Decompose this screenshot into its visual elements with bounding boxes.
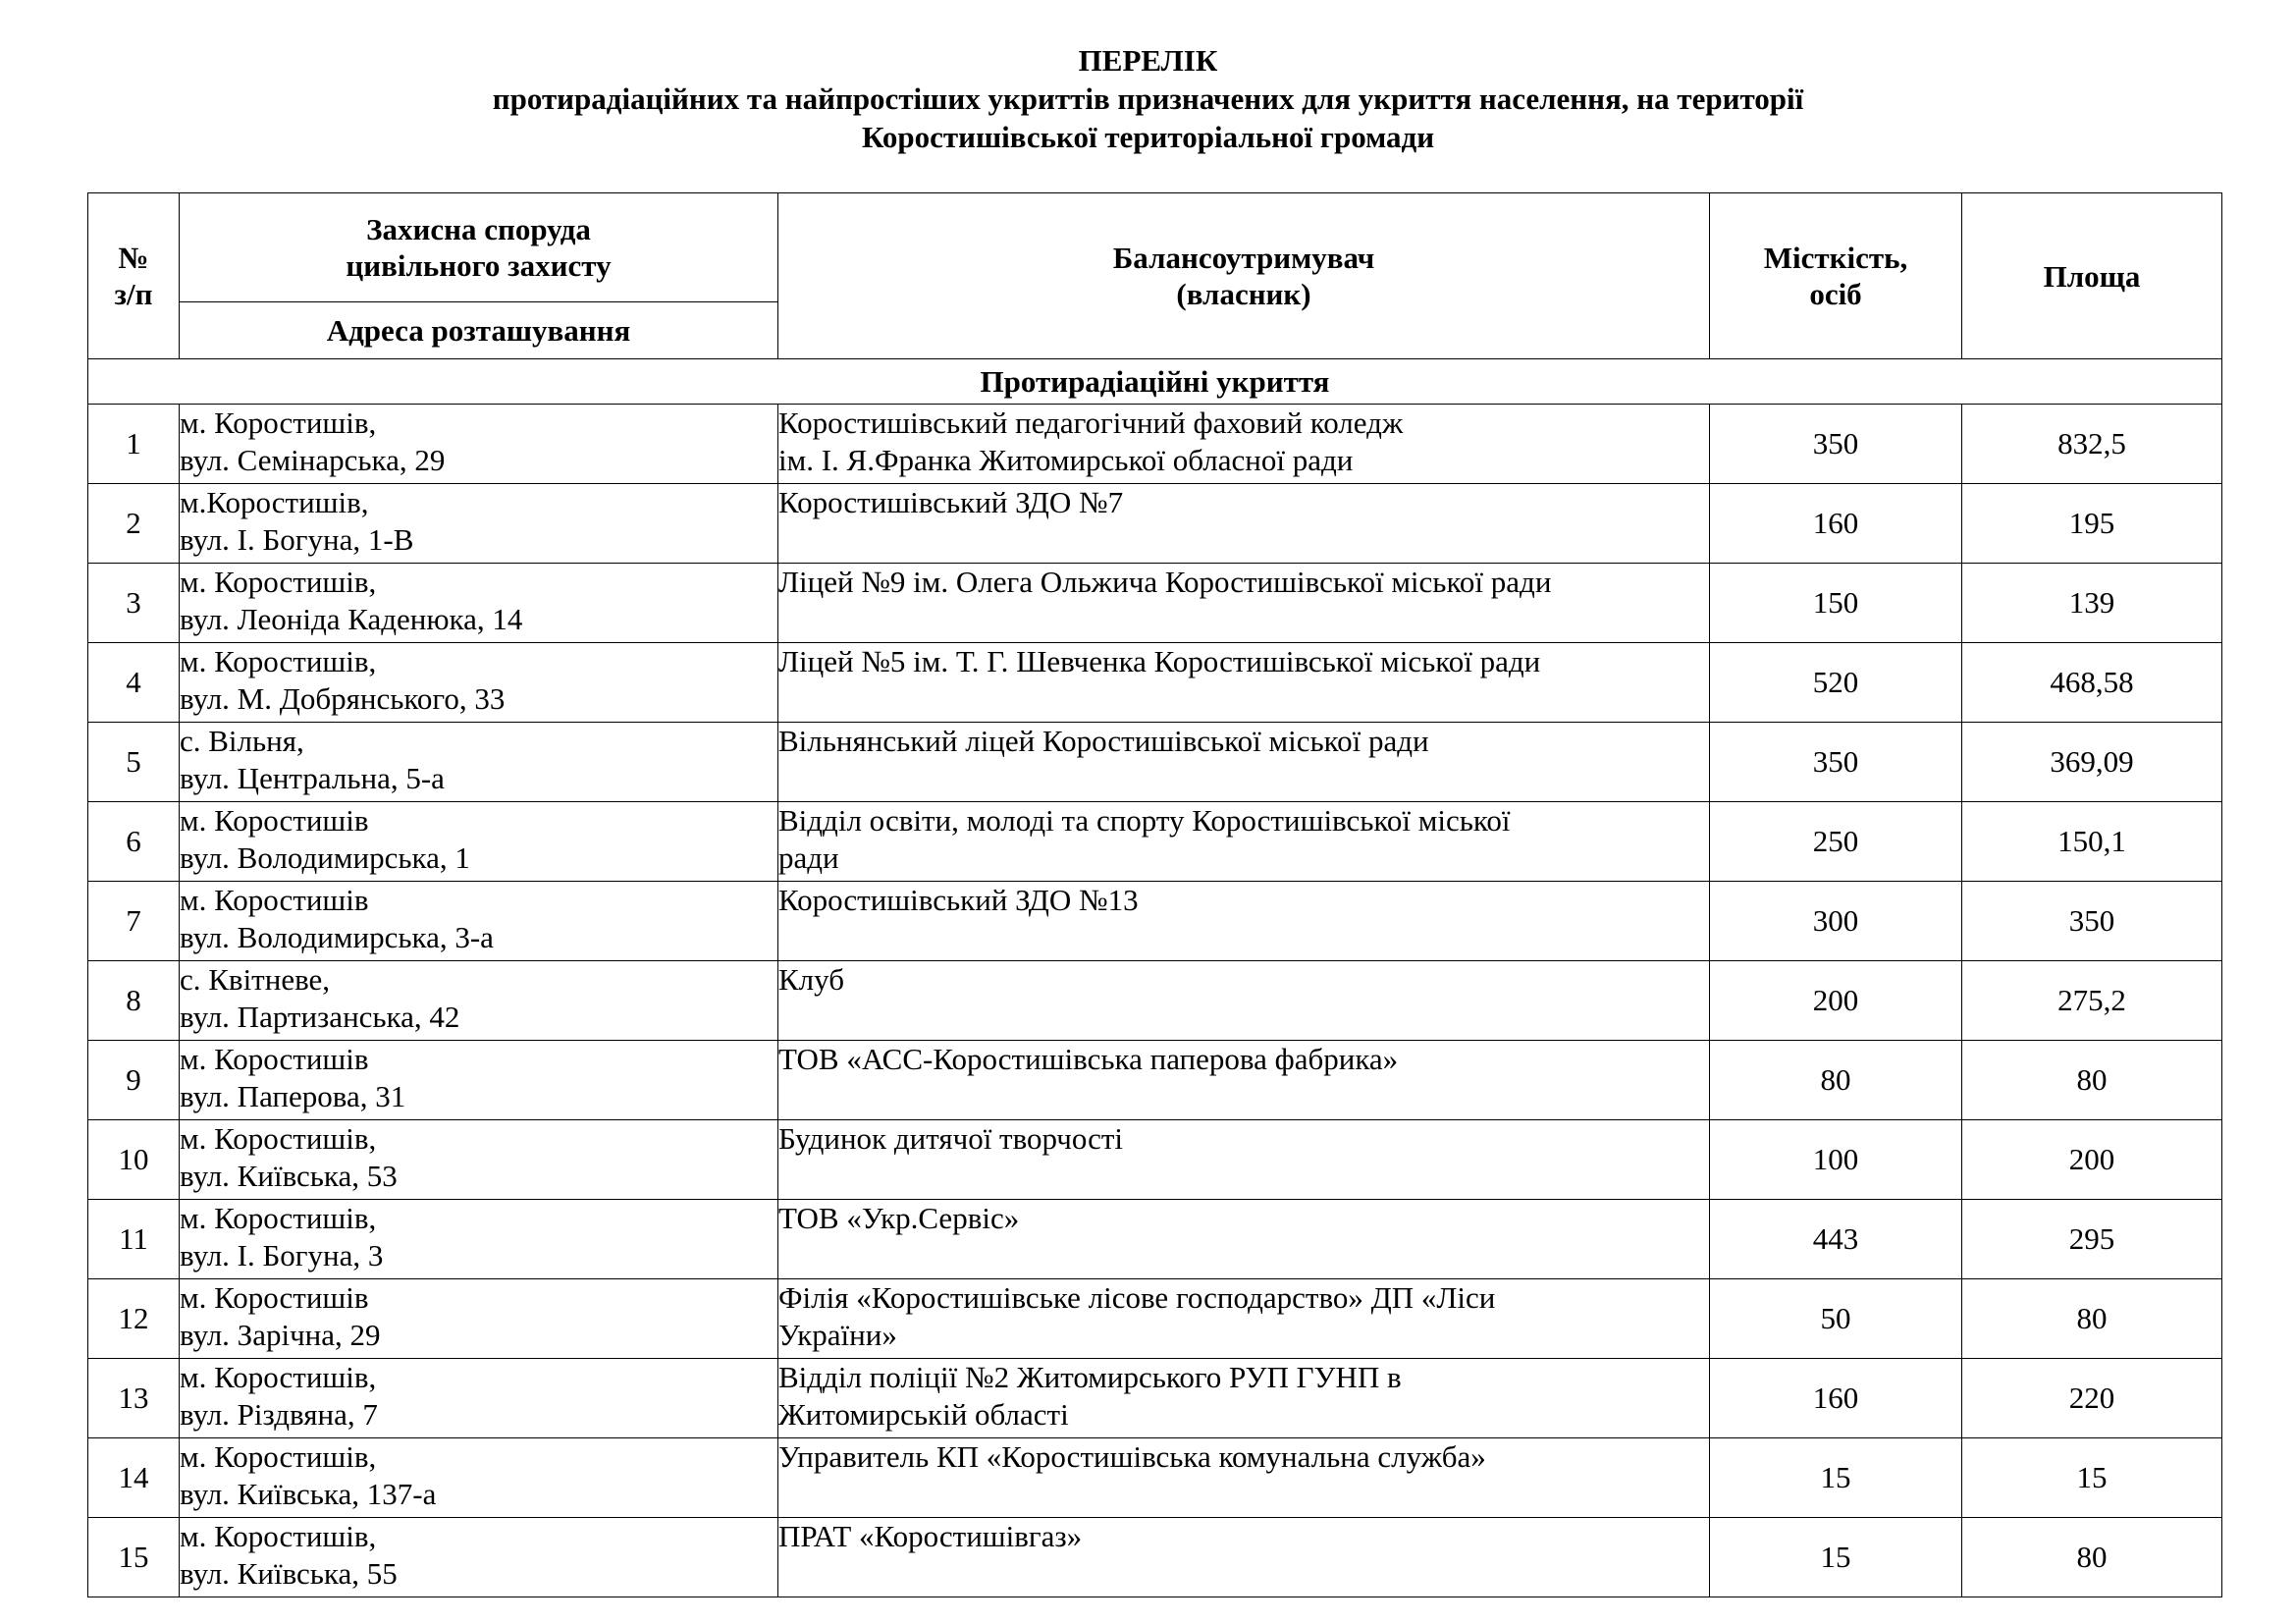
row-number: 13 [88, 1359, 180, 1438]
address-line-1: м. Коростишів [180, 803, 369, 838]
owner-line-1: Ліцей №9 ім. Олега Ольжича Коростишівської міської ради [778, 565, 1552, 599]
address-line-1: м. Коростишів, [180, 565, 377, 599]
row-owner [778, 1041, 1710, 1120]
owner-line-1: Філія «Коростишівське лісове господарство» ДП «Ліси [778, 1280, 1496, 1315]
row-area: 295 [1962, 1200, 2222, 1279]
row-area: 15 [1962, 1438, 2222, 1518]
row-area: 468,58 [1962, 643, 2222, 723]
row-address [180, 882, 778, 961]
row-capacity: 350 [1710, 723, 1962, 802]
owner-line-1: Клуб [778, 962, 845, 997]
section-heading: Протирадіаційні укриття [88, 359, 2222, 405]
address-line-2: вул. Володимирська, 1 [180, 840, 470, 875]
table-row [88, 1120, 2222, 1200]
table-row [88, 802, 2222, 882]
row-capacity: 150 [1710, 564, 1962, 643]
row-area: 369,09 [1962, 723, 2222, 802]
address-line-1: м. Коростишів, [180, 1121, 377, 1156]
row-owner [778, 802, 1710, 882]
table-row [88, 882, 2222, 961]
address-line-1: м. Коростишів, [180, 1360, 377, 1394]
address-line-2: вул. І. Богуна, 3 [180, 1238, 384, 1272]
owner-line-1: Управитель КП «Коростишівська комунальна служба» [778, 1439, 1486, 1474]
row-capacity: 15 [1710, 1438, 1962, 1518]
row-address [180, 1279, 778, 1359]
row-address [180, 1041, 778, 1120]
owner-line-2: ім. І. Я.Франка Житомирської обласної ради [778, 443, 1354, 477]
address-line-2: вул. Леоніда Каденюка, 14 [180, 602, 523, 636]
row-number: 1 [88, 405, 180, 484]
row-number: 10 [88, 1120, 180, 1200]
row-address [180, 1120, 778, 1200]
row-area: 139 [1962, 564, 2222, 643]
row-capacity: 50 [1710, 1279, 1962, 1359]
header-capacity: Місткість, осіб [1710, 193, 1962, 359]
header-structure: Захисна споруда цивільного захисту [180, 193, 778, 302]
row-owner [778, 1518, 1710, 1597]
row-capacity: 300 [1710, 882, 1962, 961]
address-line-1: с. Вільня, [180, 724, 304, 758]
table-row [88, 1200, 2222, 1279]
address-line-1: с. Квітневе, [180, 962, 331, 997]
row-owner [778, 1200, 1710, 1279]
table-row [88, 1359, 2222, 1438]
owner-line-1: Відділ освіти, молоді та спорту Коростишівської міської [778, 803, 1511, 838]
table-row [88, 405, 2222, 484]
row-capacity: 350 [1710, 405, 1962, 484]
owner-line-1: Будинок дитячої творчості [778, 1121, 1124, 1156]
address-line-2: вул. І. Богуна, 1-В [180, 522, 414, 557]
row-area: 220 [1962, 1359, 2222, 1438]
row-area: 195 [1962, 484, 2222, 564]
row-area: 200 [1962, 1120, 2222, 1200]
row-capacity: 160 [1710, 484, 1962, 564]
row-owner [778, 405, 1710, 484]
row-address [180, 961, 778, 1041]
header-number: № з/п [88, 193, 180, 359]
row-capacity: 100 [1710, 1120, 1962, 1200]
row-address [180, 643, 778, 723]
title-line-2: протирадіаційних та найпростіших укриттів призначених для укриття населення, на території [492, 81, 1804, 116]
row-address [180, 1438, 778, 1518]
row-number: 15 [88, 1518, 180, 1597]
address-line-2: вул. Різдвяна, 7 [180, 1397, 378, 1432]
address-line-2: вул. Партизанська, 42 [180, 1000, 460, 1034]
row-capacity: 443 [1710, 1200, 1962, 1279]
address-line-1: м. Коростишів [180, 1280, 369, 1315]
row-address [180, 802, 778, 882]
row-area: 80 [1962, 1279, 2222, 1359]
row-number: 14 [88, 1438, 180, 1518]
owner-line-1: Коростишівський ЗДО №7 [778, 485, 1124, 519]
owner-line-1: Коростишівський педагогічний фаховий коледж [778, 406, 1404, 440]
table-row [88, 1041, 2222, 1120]
row-owner [778, 723, 1710, 802]
owner-line-2: України» [778, 1318, 897, 1352]
address-line-2: вул. Київська, 55 [180, 1556, 398, 1591]
row-address [180, 1518, 778, 1597]
owner-line-1: Коростишівський ЗДО №13 [778, 883, 1139, 917]
row-capacity: 250 [1710, 802, 1962, 882]
address-line-2: вул. Київська, 53 [180, 1159, 398, 1193]
address-line-2: вул. Володимирська, 3-а [180, 920, 494, 954]
row-number: 12 [88, 1279, 180, 1359]
row-capacity: 160 [1710, 1359, 1962, 1438]
title-line-1: ПЕРЕЛІК [1078, 43, 1218, 78]
row-number: 9 [88, 1041, 180, 1120]
row-number: 3 [88, 564, 180, 643]
address-line-2: вул. Зарічна, 29 [180, 1318, 381, 1352]
address-line-1: м.Коростишів, [180, 485, 369, 519]
row-address [180, 484, 778, 564]
row-capacity: 520 [1710, 643, 1962, 723]
address-line-1: м. Коростишів, [180, 1439, 377, 1474]
table-row [88, 1279, 2222, 1359]
owner-line-1: Вільнянський ліцей Коростишівської міської ради [778, 724, 1429, 758]
row-area: 350 [1962, 882, 2222, 961]
owner-line-1: Ліцей №5 ім. Т. Г. Шевченка Коростишівської міської ради [778, 644, 1541, 678]
row-number: 7 [88, 882, 180, 961]
address-line-2: вул. Паперова, 31 [180, 1079, 406, 1113]
row-owner [778, 1359, 1710, 1438]
table-row [88, 1438, 2222, 1518]
row-number: 11 [88, 1200, 180, 1279]
row-owner [778, 961, 1710, 1041]
address-line-2: вул. М. Добрянського, 33 [180, 681, 506, 716]
row-area: 275,2 [1962, 961, 2222, 1041]
document-title [0, 41, 2296, 156]
owner-line-1: Відділ поліції №2 Житомирського РУП ГУНП в [778, 1360, 1402, 1394]
owner-line-2: ради [778, 840, 839, 875]
row-address [180, 405, 778, 484]
address-line-2: вул. Центральна, 5-а [180, 761, 445, 795]
address-line-2: вул. Київська, 137-а [180, 1477, 437, 1511]
row-capacity: 15 [1710, 1518, 1962, 1597]
table-row [88, 484, 2222, 564]
row-capacity: 200 [1710, 961, 1962, 1041]
owner-line-1: ТОВ «АСС-Коростишівська паперова фабрика» [778, 1042, 1399, 1076]
row-address [180, 1200, 778, 1279]
table-row [88, 1518, 2222, 1597]
row-owner [778, 564, 1710, 643]
row-owner [778, 1120, 1710, 1200]
row-owner [778, 1279, 1710, 1359]
table-row [88, 961, 2222, 1041]
row-number: 8 [88, 961, 180, 1041]
row-capacity: 80 [1710, 1041, 1962, 1120]
row-area: 80 [1962, 1518, 2222, 1597]
address-line-1: м. Коростишів [180, 883, 369, 917]
row-area: 832,5 [1962, 405, 2222, 484]
row-owner [778, 484, 1710, 564]
row-owner [778, 882, 1710, 961]
row-address [180, 564, 778, 643]
address-line-1: м. Коростишів, [180, 644, 377, 678]
row-owner [778, 643, 1710, 723]
owner-line-2: Житомирській області [778, 1397, 1069, 1432]
row-number: 6 [88, 802, 180, 882]
address-line-1: м. Коростишів, [180, 1519, 377, 1553]
row-number: 5 [88, 723, 180, 802]
header-owner: Балансоутримувач (власник) [778, 193, 1710, 359]
address-line-2: вул. Семінарська, 29 [180, 443, 446, 477]
shelters-table [87, 192, 2222, 1597]
row-address [180, 1359, 778, 1438]
table-row [88, 643, 2222, 723]
title-line-3: Коростишівської територіальної громади [861, 120, 1435, 154]
owner-line-1: ТОВ «Укр.Сервіс» [778, 1201, 1020, 1235]
table-row [88, 564, 2222, 643]
row-number: 4 [88, 643, 180, 723]
row-owner [778, 1438, 1710, 1518]
header-area: Площа [1962, 193, 2222, 359]
address-line-1: м. Коростишів, [180, 1201, 377, 1235]
owner-line-1: ПРАТ «Коростишівгаз» [778, 1519, 1083, 1553]
header-address: Адреса розташування [180, 302, 778, 359]
table-row [88, 723, 2222, 802]
address-line-1: м. Коростишів, [180, 406, 377, 440]
address-line-1: м. Коростишів [180, 1042, 369, 1076]
row-area: 150,1 [1962, 802, 2222, 882]
row-address [180, 723, 778, 802]
row-number: 2 [88, 484, 180, 564]
row-area: 80 [1962, 1041, 2222, 1120]
